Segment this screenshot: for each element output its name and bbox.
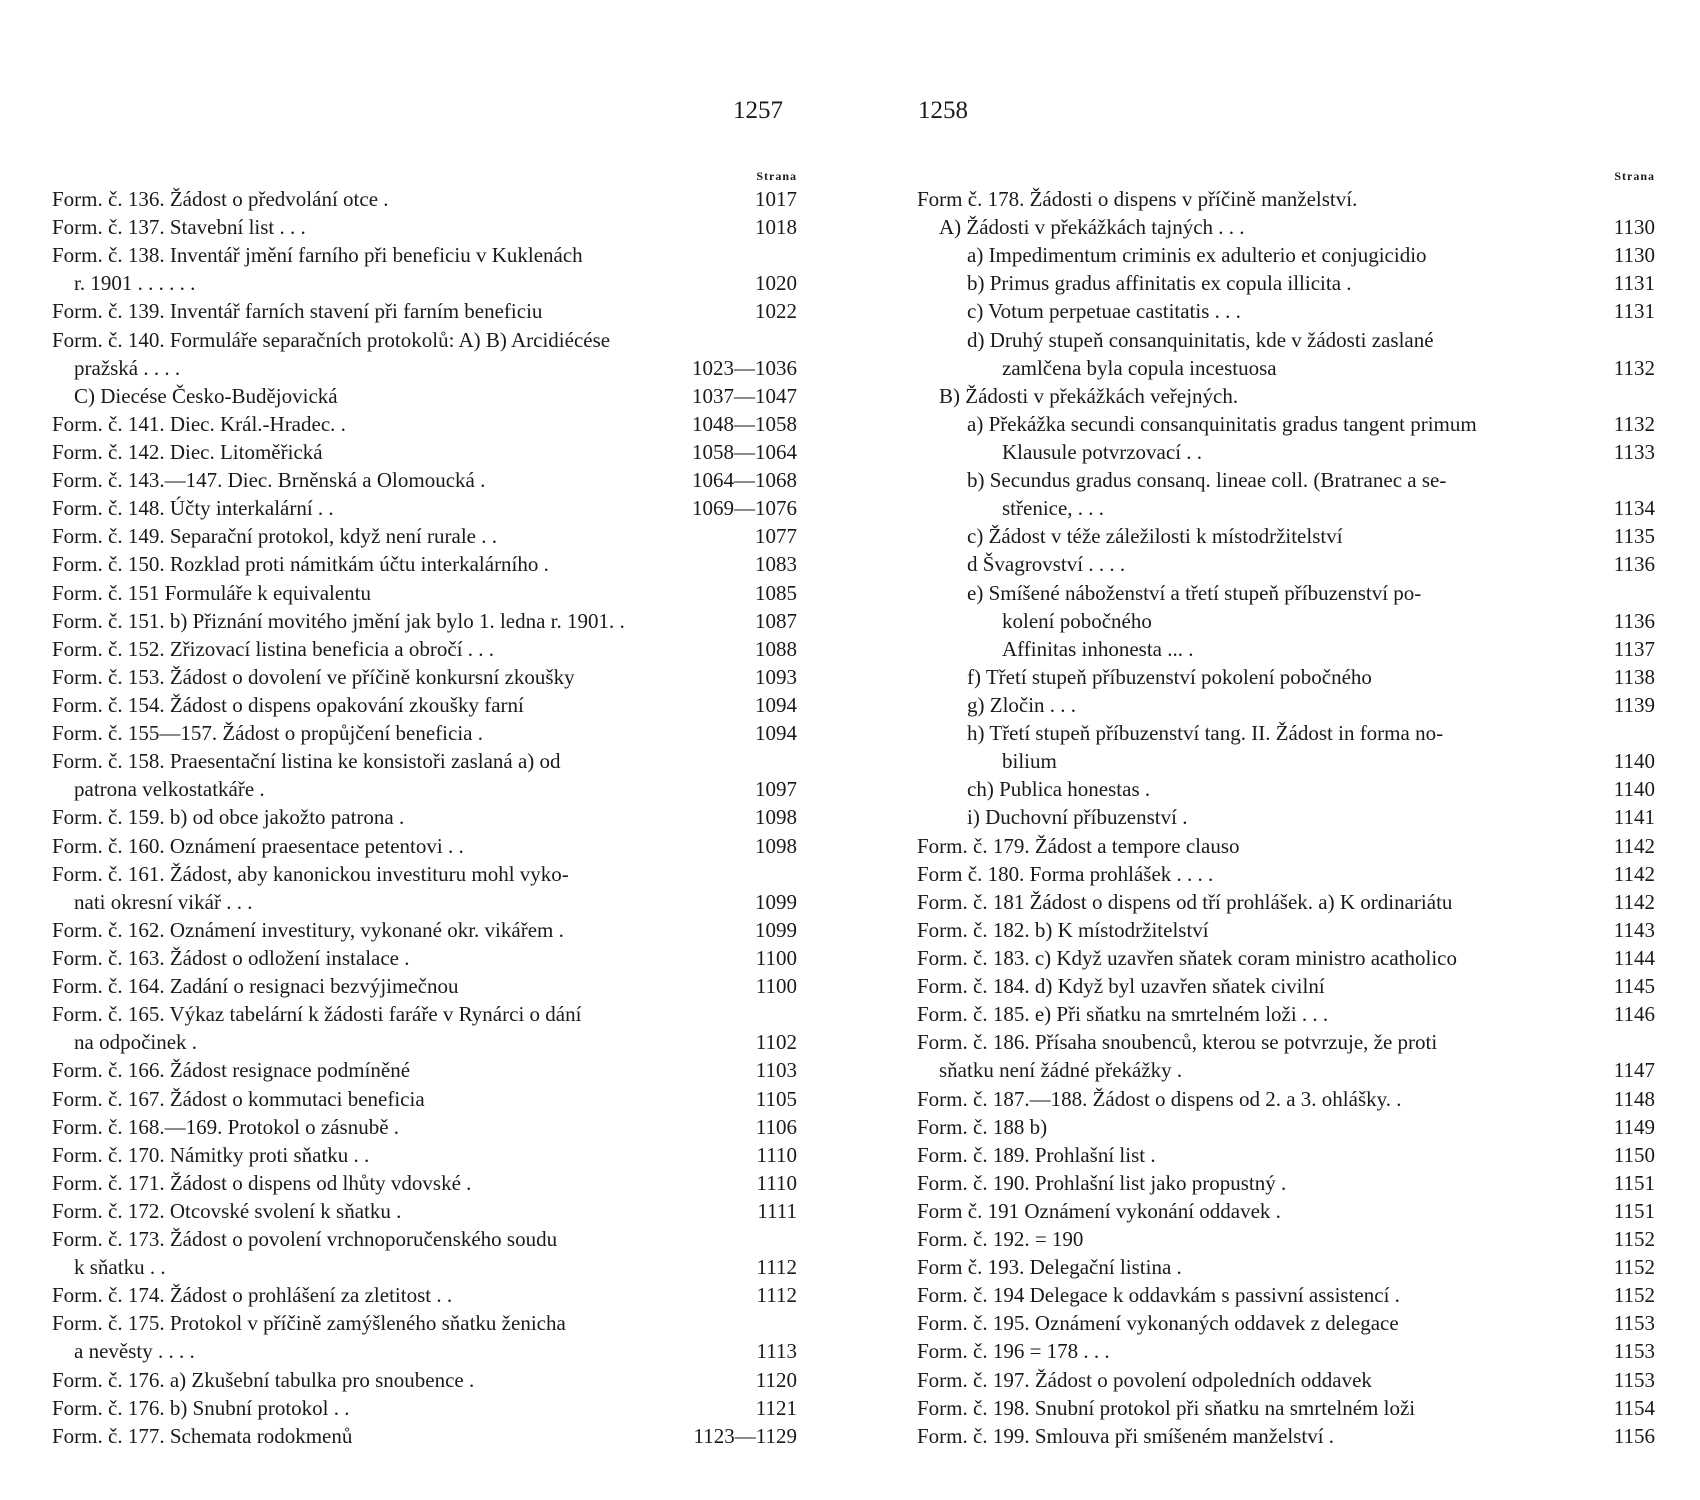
toc-entry-title: Form. č. 138. Inventář jmění farního při beneficiu v Kuklenách (52, 243, 583, 268)
toc-entry (52, 944, 797, 972)
toc-entry (52, 550, 797, 578)
toc-entry-title: b) Secundus gradus consanq. lineae coll. (Bratranec a se- (967, 468, 1447, 493)
toc-entry (52, 1141, 797, 1169)
toc-entry-title: Form. č. 158. Praesentační listina ke konsistoři zaslaná a) od (52, 749, 561, 774)
toc-entry (917, 860, 1655, 888)
toc-entry-title: Form. č. 136. Žádost o předvolání otce . (52, 187, 389, 211)
toc-entry (52, 1000, 797, 1028)
toc-entry-title: Form. č. 176. a) Zkušební tabulka pro snoubence . (52, 1367, 475, 1392)
toc-entry-title: Form. č. 151 Formuláře k equivalentu (52, 580, 372, 605)
toc-entry-page: 1110 (756, 1142, 797, 1167)
toc-entry-title: d Švagrovství . . . . (967, 552, 1126, 577)
toc-entry-page: 1136 (1613, 552, 1655, 577)
toc-entry-title: Form. č. 186. Přísaha snoubenců, kterou se potvrzuje, že proti (917, 1030, 1438, 1055)
toc-entry-title: Form. č. 174. Žádost o prohlášení za zletitost . . (52, 1283, 453, 1308)
toc-entry-page: 1138 (1613, 664, 1655, 689)
toc-entry-page: 1077 (755, 524, 797, 549)
toc-entry-title: Form. č. 165. Výkaz tabelární k žádosti faráře v Rynárci o dání (52, 1002, 582, 1027)
toc-entry (52, 185, 797, 213)
toc-entry-title: Form. č. 166. Žádost resignace podmíněné (52, 1058, 411, 1083)
toc-entry (52, 663, 797, 691)
toc-entry-title: Form č. 191 Oznámení vykonání oddavek . (917, 1198, 1281, 1223)
toc-entry-title: bilium (1002, 749, 1057, 774)
toc-entry-page: 1058—1064 (692, 439, 797, 464)
toc-entry (52, 635, 797, 663)
toc-entry-title: Form. č. 143.—147. Diec. Brněnská a Olomoucká . (52, 468, 486, 493)
toc-entry (917, 888, 1655, 916)
toc-entry-title: Form č. 180. Forma prohlášek . . . . (917, 861, 1214, 886)
toc-entry-title: i) Duchovní příbuzenství . (967, 805, 1188, 830)
toc-entry (917, 326, 1655, 354)
toc-entry (917, 747, 1655, 775)
toc-entry-page: 1149 (1613, 1114, 1655, 1139)
toc-entry-page: 1121 (755, 1395, 797, 1420)
toc-entry (917, 241, 1655, 269)
toc-entry-page: 1018 (755, 215, 797, 240)
toc-entry (52, 803, 797, 831)
toc-entry (917, 550, 1655, 578)
toc-entry-title: nati okresní vikář . . . (74, 889, 253, 914)
toc-entry (917, 916, 1655, 944)
toc-entry-page: 1098 (755, 805, 797, 830)
toc-entry-title: b) Primus gradus affinitatis ex copula illicita . (967, 271, 1352, 296)
toc-entry (917, 1394, 1655, 1422)
toc-entry-title: Form. č. 155—157. Žádost o propůjčení beneficia . (52, 721, 483, 746)
toc-entry-title: Form. č. 198. Snubní protokol při sňatku na smrtelném loži (917, 1395, 1416, 1420)
toc-entry-page: 1134 (1613, 496, 1655, 521)
toc-entry-page: 1113 (756, 1339, 797, 1364)
toc-entry-title: A) Žádosti v překážkách tajných . . . (939, 215, 1245, 240)
toc-entry-title: Form. č. 195. Oznámení vykonaných oddavek z delegace (917, 1311, 1399, 1336)
toc-entry (917, 410, 1655, 438)
toc-entry (52, 410, 797, 438)
toc-entry-title: Form. č. 151. b) Přiznání movitého jmění jak bylo 1. ledna r. 1901. . (52, 608, 625, 633)
toc-entry-page: 1153 (1613, 1367, 1655, 1392)
toc-entry (917, 1028, 1655, 1056)
toc-entry-title: h) Třetí stupeň příbuzenství tang. II. Žádost in forma no- (967, 721, 1444, 746)
toc-entry-title: Form. č. 176. b) Snubní protokol . . (52, 1395, 350, 1420)
toc-entry-page: 1131 (1613, 271, 1655, 296)
toc-entry-title: Form. č. 139. Inventář farních stavení při farním beneficiu (52, 299, 543, 324)
toc-entry (52, 1394, 797, 1422)
toc-entry-page: 1093 (755, 664, 797, 689)
toc-entry (917, 972, 1655, 1000)
toc-entry-title: a nevěsty . . . . (74, 1339, 195, 1364)
toc-entry-page: 1133 (1613, 439, 1655, 464)
page-column-header: Strana (1614, 169, 1655, 183)
toc-entry-page: 1100 (755, 945, 797, 970)
toc-entry-page: 1083 (755, 552, 797, 577)
toc-entry-page: 1131 (1613, 299, 1655, 324)
toc-entry-page: 1130 (1613, 215, 1655, 240)
toc-entry-page: 1142 (1613, 833, 1655, 858)
toc-entry-page: 1105 (755, 1086, 797, 1111)
toc-entry (917, 1169, 1655, 1197)
toc-entry (917, 1141, 1655, 1169)
toc-entry-title: c) Žádost v téže záležilosti k místodržitelství (967, 524, 1343, 549)
toc-entry-title: Form. č. 179. Žádost a tempore clauso (917, 833, 1240, 858)
toc-entry (917, 1309, 1655, 1337)
toc-entry (917, 382, 1655, 410)
toc-entry-title: Form. č. 154. Žádost o dispens opakování zkoušky farní (52, 692, 524, 717)
toc-entry-title: Form. č. 194 Delegace k oddavkám s passivní assistencí . (917, 1283, 1400, 1308)
toc-entry-title: Form. č. 163. Žádost o odložení instalace . (52, 945, 410, 970)
toc-entry (917, 1366, 1655, 1394)
toc-entry-page: 1140 (1613, 749, 1655, 774)
toc-entry-title: Form. č. 182. b) K místodržitelství (917, 917, 1209, 942)
toc-entry-page: 1085 (755, 580, 797, 605)
toc-entry-title: Form. č. 162. Oznámení investitury, vykonané okr. vikářem . (52, 917, 564, 942)
toc-entry (917, 466, 1655, 494)
toc-entry-title: B) Žádosti v překážkách veřejných. (939, 383, 1239, 408)
toc-entry (917, 1113, 1655, 1141)
toc-entry (52, 1309, 797, 1337)
toc-entry (52, 269, 797, 297)
toc-entry-page: 1097 (755, 777, 797, 802)
toc-entry (917, 1337, 1655, 1365)
toc-entry-title: e) Smíšené náboženství a třetí stupeň příbuzenství po- (967, 580, 1422, 605)
toc-entry-page: 1141 (1613, 805, 1655, 830)
toc-entry (917, 719, 1655, 747)
toc-entry-page: 1123—1129 (693, 1423, 797, 1448)
toc-entry-title: Form. č. 199. Smlouva při smíšeném manželství . (917, 1423, 1335, 1448)
toc-entry (917, 522, 1655, 550)
toc-entry-page: 1147 (1613, 1058, 1655, 1083)
toc-entry (52, 297, 797, 325)
toc-entry-page: 1099 (755, 917, 797, 942)
toc-entry-page: 1145 (1613, 974, 1655, 999)
toc-entry-title: Form č. 178. Žádosti o dispens v příčině manželství. (917, 187, 1358, 211)
toc-entry (917, 1225, 1655, 1253)
toc-entry-title: Affinitas inhonesta ... . (1002, 636, 1194, 661)
toc-entry (52, 1028, 797, 1056)
toc-entry-title: střenice, . . . (1002, 496, 1105, 521)
toc-entry (917, 803, 1655, 831)
toc-entry (917, 297, 1655, 325)
toc-entry-page: 1152 (1613, 1227, 1655, 1252)
toc-entry-title: Klausule potvrzovací . . (1002, 439, 1203, 464)
toc-entry-title: Form. č. 149. Separační protokol, když není rurale . . (52, 524, 497, 549)
toc-entry (52, 1422, 797, 1450)
toc-entry-title: d) Druhý stupeň consanquinitatis, kde v žádosti zaslané (967, 327, 1434, 352)
toc-entry-page: 1106 (755, 1114, 797, 1139)
toc-entry (52, 494, 797, 522)
toc-entry-title: Form. č. 171. Žádost o dispens od lhůty vdovské . (52, 1170, 472, 1195)
toc-entry-page: 1143 (1613, 917, 1655, 942)
toc-entry-title: Form. č. 164. Zadání o resignaci bezvýjimečnou (52, 974, 459, 999)
toc-entry (917, 438, 1655, 466)
toc-entry (917, 354, 1655, 382)
toc-entry (917, 1422, 1655, 1450)
toc-entry (917, 1281, 1655, 1309)
toc-entry-page: 1140 (1613, 777, 1655, 802)
toc-entry-title: Form. č. 150. Rozklad proti námitkám účtu interkalárního . (52, 552, 549, 577)
toc-entry (52, 747, 797, 775)
toc-entry-title: Form. č. 183. c) Když uzavřen sňatek coram ministro acatholico (917, 945, 1457, 970)
toc-entry-page: 1023—1036 (692, 355, 797, 380)
toc-entry-page: 1151 (1613, 1170, 1655, 1195)
toc-entry-title: Form. č. 153. Žádost o dovolení ve příčině konkursní zkoušky (52, 664, 575, 689)
toc-entry (52, 1113, 797, 1141)
toc-entry-title: Form. č. 190. Prohlašní list jako propustný . (917, 1170, 1287, 1195)
toc-entry (917, 663, 1655, 691)
toc-entry-title: Form. č. 161. Žádost, aby kanonickou investituru mohl vyko- (52, 861, 569, 886)
toc-entry-page: 1153 (1613, 1311, 1655, 1336)
toc-entry (52, 1337, 797, 1365)
toc-entry-page: 1120 (755, 1367, 797, 1392)
toc-entry (52, 832, 797, 860)
toc-entry-page: 1102 (755, 1030, 797, 1055)
toc-entry-page: 1048—1058 (692, 411, 797, 436)
toc-entry-page: 1142 (1613, 861, 1655, 886)
toc-entry (52, 1169, 797, 1197)
toc-entry-title: Form. č. 189. Prohlašní list . (917, 1142, 1156, 1167)
toc-entry-title: a) Překážka secundi consanquinitatis gradus tangent primum (967, 411, 1477, 436)
toc-entry-page: 1022 (755, 299, 797, 324)
toc-entry-page: 1144 (1613, 945, 1655, 970)
toc-entry (917, 832, 1655, 860)
toc-entry (917, 494, 1655, 522)
toc-entry-page: 1103 (755, 1058, 797, 1083)
toc-entry-title: pražská . . . . (74, 355, 181, 380)
toc-entry (917, 775, 1655, 803)
toc-entry (917, 1056, 1655, 1084)
toc-entry-title: Form. č. 148. Účty interkalární . . (52, 496, 334, 521)
toc-entry-title: Form. č. 140. Formuláře separačních protokolů: A) B) Arcidiécése (52, 327, 611, 352)
toc-entry (52, 916, 797, 944)
toc-entry-page: 1088 (755, 636, 797, 661)
toc-entry-page: 1099 (755, 889, 797, 914)
toc-entry (917, 579, 1655, 607)
toc-entry (52, 691, 797, 719)
toc-entry (52, 1253, 797, 1281)
toc-entry-page: 1153 (1613, 1339, 1655, 1364)
toc-entry (52, 466, 797, 494)
toc-entry-title: f) Třetí stupeň příbuzenství pokolení pobočného (967, 664, 1372, 689)
toc-entry (52, 522, 797, 550)
toc-entry-title: Form. č. 197. Žádost o povolení odpoledních oddavek (917, 1367, 1372, 1392)
toc-entry-page: 1110 (756, 1170, 797, 1195)
toc-entry (52, 438, 797, 466)
toc-entry-title: Form. č. 141. Diec. Král.-Hradec. . (52, 411, 346, 436)
toc-entry-title: g) Zločin . . . (967, 692, 1077, 717)
toc-entry-title: Form. č. 175. Protokol v příčině zamýšleného sňatku ženicha (52, 1311, 566, 1336)
toc-entry-title: Form. č. 184. d) Když byl uzavřen sňatek civilní (917, 974, 1325, 999)
toc-entry-page: 1100 (755, 974, 797, 999)
toc-entry (52, 1085, 797, 1113)
toc-entry-title: zamlčena byla copula incestuosa (1002, 355, 1277, 380)
toc-entry-page: 1098 (755, 833, 797, 858)
toc-entry-title: Form. č. 181 Žádost o dispens od tří prohlášek. a) K ordinariátu (917, 889, 1453, 914)
toc-entry-page: 1020 (755, 271, 797, 296)
toc-entry-title: patrona velkostatkáře . (74, 777, 265, 802)
toc-entry-page: 1154 (1613, 1395, 1655, 1420)
toc-entry-title: Form. č. 177. Schemata rodokmenů (52, 1423, 353, 1448)
toc-entry-title: Form. č. 159. b) od obce jakožto patrona . (52, 805, 405, 830)
toc-entry-title: Form. č. 196 = 178 . . . (917, 1339, 1110, 1364)
toc-entry-title: r. 1901 . . . . . . (74, 271, 196, 296)
toc-entry-page: 1064—1068 (692, 468, 797, 493)
toc-entry-title: Form. č. 168.—169. Protokol o zásnubě . (52, 1114, 400, 1139)
toc-entry-page: 1094 (755, 721, 797, 746)
toc-entry-title: Form. č. 160. Oznámení praesentace petentovi . . (52, 833, 464, 858)
toc-entry (917, 635, 1655, 663)
toc-entry-page: 1130 (1613, 243, 1655, 268)
toc-entry (917, 1197, 1655, 1225)
toc-entry (52, 607, 797, 635)
toc-entry-page: 1112 (756, 1283, 797, 1308)
toc-entry (52, 719, 797, 747)
toc-entry-title: a) Impedimentum criminis ex adulterio et conjugicidio (967, 243, 1427, 268)
page-number-left: 1257 (733, 97, 783, 124)
toc-entry (917, 607, 1655, 635)
toc-entry (917, 213, 1655, 241)
toc-entry (52, 888, 797, 916)
toc-entry-page: 1146 (1613, 1002, 1655, 1027)
toc-entry (52, 1056, 797, 1084)
toc-entry (52, 972, 797, 1000)
toc-entry-title: ch) Publica honestas . (967, 777, 1151, 802)
toc-entry (917, 691, 1655, 719)
toc-entry (52, 1225, 797, 1253)
toc-entry-page: 1148 (1613, 1086, 1655, 1111)
toc-entry-page: 1094 (755, 692, 797, 717)
toc-entry (52, 775, 797, 803)
toc-entry-page: 1069—1076 (692, 496, 797, 521)
toc-entry (917, 1085, 1655, 1113)
toc-entry-title: Form. č. 167. Žádost o kommutaci beneficia (52, 1086, 425, 1111)
toc-entry-title: Form. č. 187.—188. Žádost o dispens od 2. a 3. ohlášky. . (917, 1086, 1402, 1111)
toc-column-right (917, 163, 1655, 1450)
toc-entry-page: 1156 (1613, 1423, 1655, 1448)
toc-entry-title: Form. č. 152. Zřizovací listina beneficia a obročí . . . (52, 636, 495, 661)
page-column-header: Strana (756, 169, 797, 183)
toc-entry-page: 1152 (1613, 1255, 1655, 1280)
toc-entry (52, 579, 797, 607)
toc-entry-title: kolení pobočného (1002, 608, 1152, 633)
toc-entry-title: Form. č. 172. Otcovské svolení k sňatku . (52, 1198, 402, 1223)
toc-entry-page: 1139 (1613, 692, 1655, 717)
toc-entry-title: Form. č. 173. Žádost o povolení vrchnoporučenského soudu (52, 1227, 558, 1252)
toc-entry-page: 1142 (1613, 889, 1655, 914)
toc-entry (917, 1000, 1655, 1028)
toc-entry-page: 1132 (1613, 411, 1655, 436)
toc-entry-page: 1150 (1613, 1142, 1655, 1167)
toc-entry-title: Form č. 193. Delegační listina . (917, 1255, 1182, 1280)
page-number-right: 1258 (918, 97, 968, 124)
toc-entry-title: Form. č. 192. = 190 (917, 1227, 1084, 1252)
toc-entry-page: 1152 (1613, 1283, 1655, 1308)
toc-entry-page: 1037—1047 (692, 383, 797, 408)
toc-entry-page: 1136 (1613, 608, 1655, 633)
toc-entry (917, 944, 1655, 972)
toc-entry-page: 1135 (1613, 524, 1655, 549)
toc-entry-title: C) Diecése Česko-Budějovická (74, 383, 338, 408)
toc-entry (52, 354, 797, 382)
toc-entry-title: k sňatku . . (74, 1255, 166, 1280)
toc-entry (917, 185, 1655, 213)
toc-entry (917, 269, 1655, 297)
toc-entry (52, 1281, 797, 1309)
toc-entry (52, 326, 797, 354)
toc-entry-title: Form. č. 142. Diec. Litoměřická (52, 439, 323, 464)
toc-entry-page: 1151 (1613, 1198, 1655, 1223)
toc-entry (52, 1366, 797, 1394)
toc-column-left (52, 163, 797, 1450)
toc-entry (917, 1253, 1655, 1281)
toc-entry-title: c) Votum perpetuae castitatis . . . (967, 299, 1241, 324)
toc-entry-page: 1112 (756, 1255, 797, 1280)
toc-entry (52, 213, 797, 241)
toc-entry-page: 1017 (755, 187, 797, 211)
toc-entry-page: 1132 (1613, 355, 1655, 380)
toc-entry (52, 382, 797, 410)
toc-entry-title: Form. č. 137. Stavební list . . . (52, 215, 306, 240)
toc-entry-page: 1087 (755, 608, 797, 633)
toc-entry-page: 1111 (757, 1198, 797, 1223)
toc-entry-title: sňatku není žádné překážky . (939, 1058, 1183, 1083)
toc-entry (52, 1197, 797, 1225)
toc-entry-page: 1137 (1613, 636, 1655, 661)
toc-entry-title: na odpočinek . (74, 1030, 198, 1055)
toc-entry-title: Form. č. 188 b) (917, 1114, 1048, 1139)
toc-entry (52, 241, 797, 269)
toc-entry (52, 860, 797, 888)
toc-entry-title: Form. č. 170. Námitky proti sňatku . . (52, 1142, 370, 1167)
toc-entry-title: Form. č. 185. e) Při sňatku na smrtelném loži . . . (917, 1002, 1329, 1027)
